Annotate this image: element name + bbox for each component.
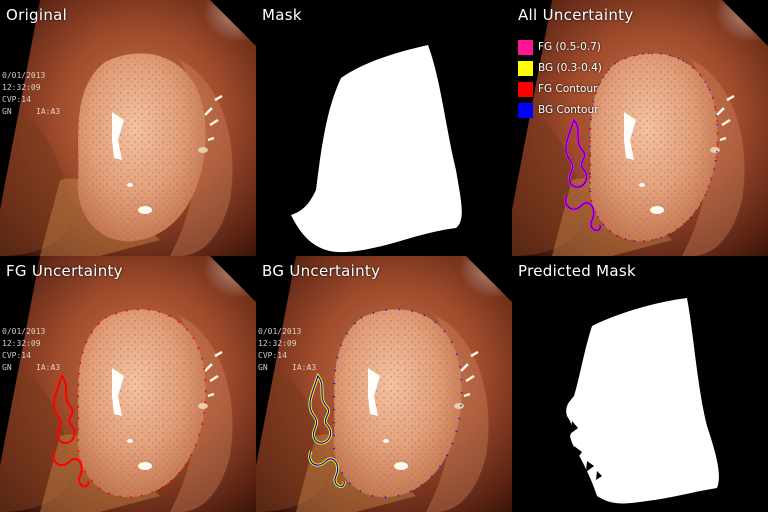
osd-cvp: CVP:14 [2, 95, 31, 104]
legend-swatch [518, 103, 533, 118]
legend-swatch [518, 61, 533, 76]
panel-mask [256, 0, 512, 256]
panel-title: BG Uncertainty [262, 262, 381, 280]
osd-gn: GN [2, 107, 12, 116]
fg-uncertainty-overlay [0, 256, 256, 512]
panel-title: Mask [262, 6, 302, 24]
panel-original [0, 0, 256, 256]
legend-swatch [518, 82, 533, 97]
panel-bg-uncertainty [256, 256, 512, 512]
osd-time: 12:32:09 [2, 83, 41, 92]
panel-title: Predicted Mask [518, 262, 637, 280]
osd-gn: GN [2, 363, 12, 372]
panel-title: FG Uncertainty [6, 262, 123, 280]
bg-uncertainty-overlay [256, 256, 512, 512]
predicted-mask [512, 256, 768, 512]
all-uncertainty-overlay [512, 0, 768, 256]
legend-label: FG (0.5-0.7) [538, 41, 601, 53]
osd-gn: GN [258, 363, 268, 372]
legend-label: BG (0.3-0.4) [538, 62, 602, 74]
panel-predicted-mask [512, 256, 768, 512]
osd-date: 0/01/2013 [2, 327, 46, 336]
osd-overlay [258, 326, 317, 374]
osd-time: 12:32:09 [258, 339, 297, 348]
ground-truth-mask [256, 0, 512, 256]
endoscopy-image [0, 0, 256, 256]
osd-date: 0/01/2013 [258, 327, 302, 336]
panel-title: Original [6, 6, 68, 24]
osd-cvp: CVP:14 [2, 351, 31, 360]
legend-label: BG Contour [538, 104, 599, 116]
osd-cvp: CVP:14 [258, 351, 287, 360]
osd-date: 0/01/2013 [2, 71, 46, 80]
osd-ia: IA:A3 [36, 363, 61, 372]
osd-ia: IA:A3 [292, 363, 317, 372]
panel-fg-uncertainty [0, 256, 256, 512]
legend-label: FG Contour [538, 83, 598, 95]
osd-overlay [2, 70, 61, 118]
osd-overlay [2, 326, 61, 374]
panel-title: All Uncertainty [518, 6, 634, 24]
legend-swatch [518, 40, 533, 55]
osd-time: 12:32:09 [2, 339, 41, 348]
osd-ia: IA:A3 [36, 107, 61, 116]
panel-all-uncertainty [512, 0, 768, 256]
